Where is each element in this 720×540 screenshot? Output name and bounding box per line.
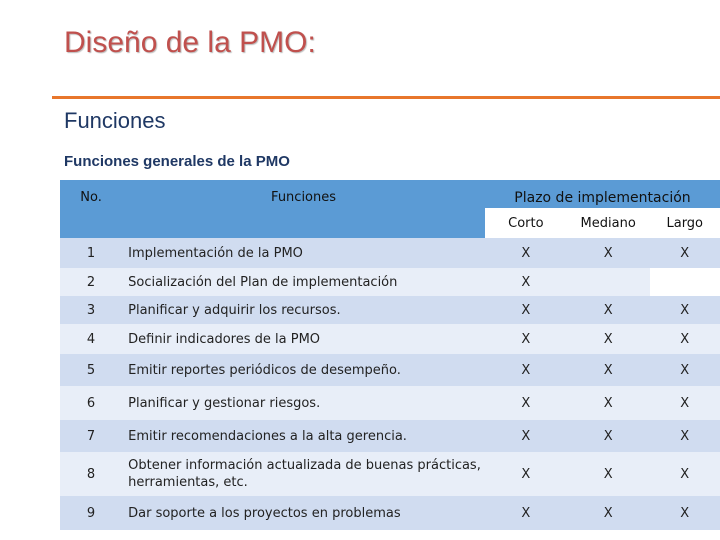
header-funciones: Funciones	[122, 180, 485, 238]
row-number: 8	[60, 452, 122, 496]
table-row	[60, 420, 720, 452]
row-number: 9	[60, 496, 122, 530]
header-mediano: Mediano	[567, 208, 650, 238]
row-largo: X	[650, 496, 720, 530]
row-largo: X	[650, 324, 720, 354]
row-mediano: X	[567, 324, 650, 354]
slide-title: Diseño de la PMO:	[64, 26, 316, 59]
row-largo: X	[650, 238, 720, 268]
header-corto: Corto	[485, 208, 567, 238]
table-row	[60, 496, 720, 530]
row-corto: X	[485, 296, 567, 324]
row-function: Obtener información actualizada de buenas prácticas, herramientas, etc.	[122, 452, 485, 496]
row-function: Emitir reportes periódicos de desempeño.	[122, 354, 485, 386]
row-function: Emitir recomendaciones a la alta gerencia.	[122, 420, 485, 452]
table-row	[60, 268, 720, 296]
table-row	[60, 386, 720, 420]
row-mediano: X	[567, 386, 650, 420]
row-mediano	[567, 268, 650, 296]
row-function: Dar soporte a los proyectos en problemas	[122, 496, 485, 530]
row-number: 5	[60, 354, 122, 386]
row-mediano: X	[567, 452, 650, 496]
row-function: Implementación de la PMO	[122, 238, 485, 268]
table-row	[60, 296, 720, 324]
row-corto: X	[485, 386, 567, 420]
row-largo: X	[650, 296, 720, 324]
table-row	[60, 238, 720, 268]
row-function: Definir indicadores de la PMO	[122, 324, 485, 354]
row-number: 7	[60, 420, 122, 452]
row-function: Socialización del Plan de implementación	[122, 268, 485, 296]
row-mediano: X	[567, 354, 650, 386]
row-mediano: X	[567, 496, 650, 530]
row-largo: X	[650, 420, 720, 452]
functions-table	[60, 180, 720, 530]
row-number: 6	[60, 386, 122, 420]
row-corto: X	[485, 354, 567, 386]
row-function: Planificar y gestionar riesgos.	[122, 386, 485, 420]
row-corto: X	[485, 324, 567, 354]
row-function: Planificar y adquirir los recursos.	[122, 296, 485, 324]
row-corto: X	[485, 496, 567, 530]
row-mediano: X	[567, 420, 650, 452]
header-plazo: Plazo de implementación	[485, 180, 720, 208]
row-mediano: X	[567, 296, 650, 324]
row-corto: X	[485, 420, 567, 452]
table-row	[60, 324, 720, 354]
row-largo	[650, 268, 720, 296]
row-mediano: X	[567, 238, 650, 268]
row-number: 4	[60, 324, 122, 354]
row-largo: X	[650, 354, 720, 386]
row-number: 3	[60, 296, 122, 324]
row-corto: X	[485, 238, 567, 268]
row-corto: X	[485, 268, 567, 296]
row-corto: X	[485, 452, 567, 496]
slide-subtitle: Funciones	[64, 108, 166, 133]
header-largo: Largo	[650, 208, 720, 238]
header-no: No.	[60, 180, 122, 238]
table-row	[60, 452, 720, 496]
row-largo: X	[650, 386, 720, 420]
row-largo: X	[650, 452, 720, 496]
section-heading: Funciones generales de la PMO	[64, 153, 290, 170]
table-row	[60, 354, 720, 386]
row-number: 1	[60, 238, 122, 268]
title-divider	[52, 96, 720, 99]
row-number: 2	[60, 268, 122, 296]
